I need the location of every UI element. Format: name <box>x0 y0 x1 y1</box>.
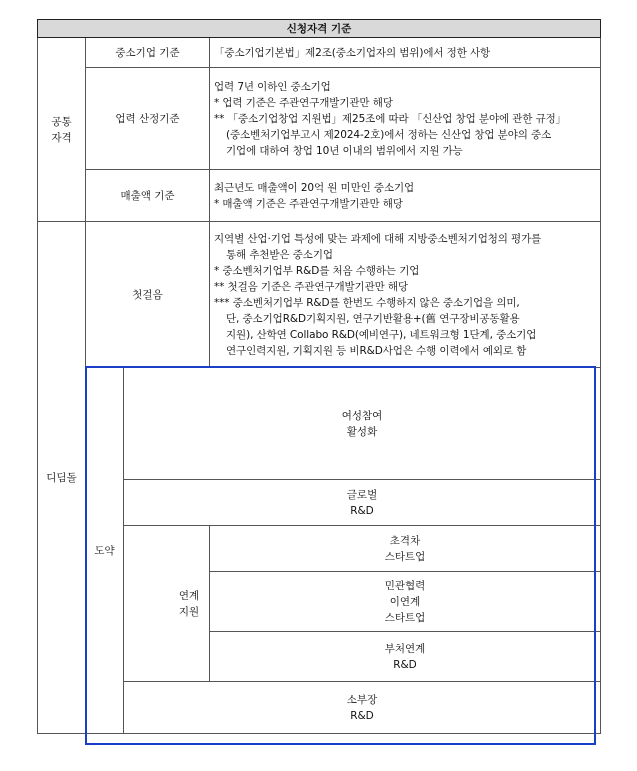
desc-line: ** 「중소기업창업 지원법」제25조에 따라 「신산업 창업 분야에 관한 규정」 <box>214 112 567 125</box>
desc-line: 기업에 대하여 창업 10년 이내의 범위에서 지원 가능 <box>226 144 463 157</box>
public-private-startup-label: 민관협력 이연계 스타트업 <box>210 572 601 632</box>
desc-line: 지원), 산학연 Collabo R&D(예비연구), 네트워크형 1단계, 중소기업 <box>226 328 537 341</box>
table-title: 신청자격 기준 <box>38 20 601 38</box>
desc-line: 업력 7년 이하인 중소기업 <box>214 80 331 93</box>
desc-line: 지역별 산업·기업 특성에 맞는 과제에 대해 지방중소벤처기업청의 평가를 <box>214 232 542 245</box>
ministry-linked-rnd-label: 부처연계 R&D <box>210 632 601 682</box>
desc-line: 단, 중소기업R&D기획지원, 연구기반활용+(舊 연구장비공동활용 <box>226 312 520 325</box>
desc-line: 「중소기업기본법」제2조(중소기업자의 범위)에서 정한 사항 <box>214 46 491 59</box>
desc-line: * 매출액 기준은 주관연구개발기관만 해당 <box>214 197 403 210</box>
desc-line: ** 첫걸음 기준은 주관연구개발기관만 해당 <box>214 280 408 293</box>
desc-line: * 중소벤처기업부 R&D를 처음 수행하는 기업 <box>214 264 420 277</box>
women-participation-label: 여성참여 활성화 <box>124 368 601 480</box>
common-qualification-label: 공통 자격 <box>38 38 86 222</box>
didimdol-label: 디딤돌 <box>38 222 86 734</box>
revenue-criteria-desc <box>210 170 601 222</box>
sme-criteria-desc <box>210 38 601 68</box>
desc-line: 최근년도 매출액이 20억 원 미만인 중소기업 <box>214 181 415 194</box>
desc-line: * 업력 기준은 주관연구개발기관만 해당 <box>214 96 393 109</box>
revenue-criteria-label: 매출액 기준 <box>86 170 210 222</box>
business-age-desc <box>210 68 601 170</box>
sme-criteria-label: 중소기업 기준 <box>86 38 210 68</box>
global-rnd-label: 글로벌 R&D <box>124 480 601 526</box>
desc-line: 통해 추천받은 중소기업 <box>226 248 333 261</box>
desc-line: 연구인력지원, 기획지원 등 비R&D사업은 수행 이력에서 예외로 함 <box>226 344 527 357</box>
qualification-table <box>37 19 601 734</box>
desc-line: (중소벤처기업부고시 제2024-2호)에서 정하는 신산업 창업 분야의 중소 <box>226 128 552 141</box>
desc-line: *** 중소벤처기업부 R&D를 한번도 수행하지 않은 중소기업을 의미, <box>214 296 520 309</box>
first-step-desc <box>210 222 601 368</box>
first-step-label: 첫걸음 <box>86 222 210 368</box>
sobujang-rnd-label: 소부장 R&D <box>124 682 601 734</box>
super-gap-startup-label: 초격차 스타트업 <box>210 526 601 572</box>
linked-support-label-cell <box>124 526 210 682</box>
business-age-label: 업력 산정기준 <box>86 68 210 170</box>
linked-support-label: 연계 지원 <box>178 589 200 618</box>
leap-label: 도약 <box>86 368 124 734</box>
